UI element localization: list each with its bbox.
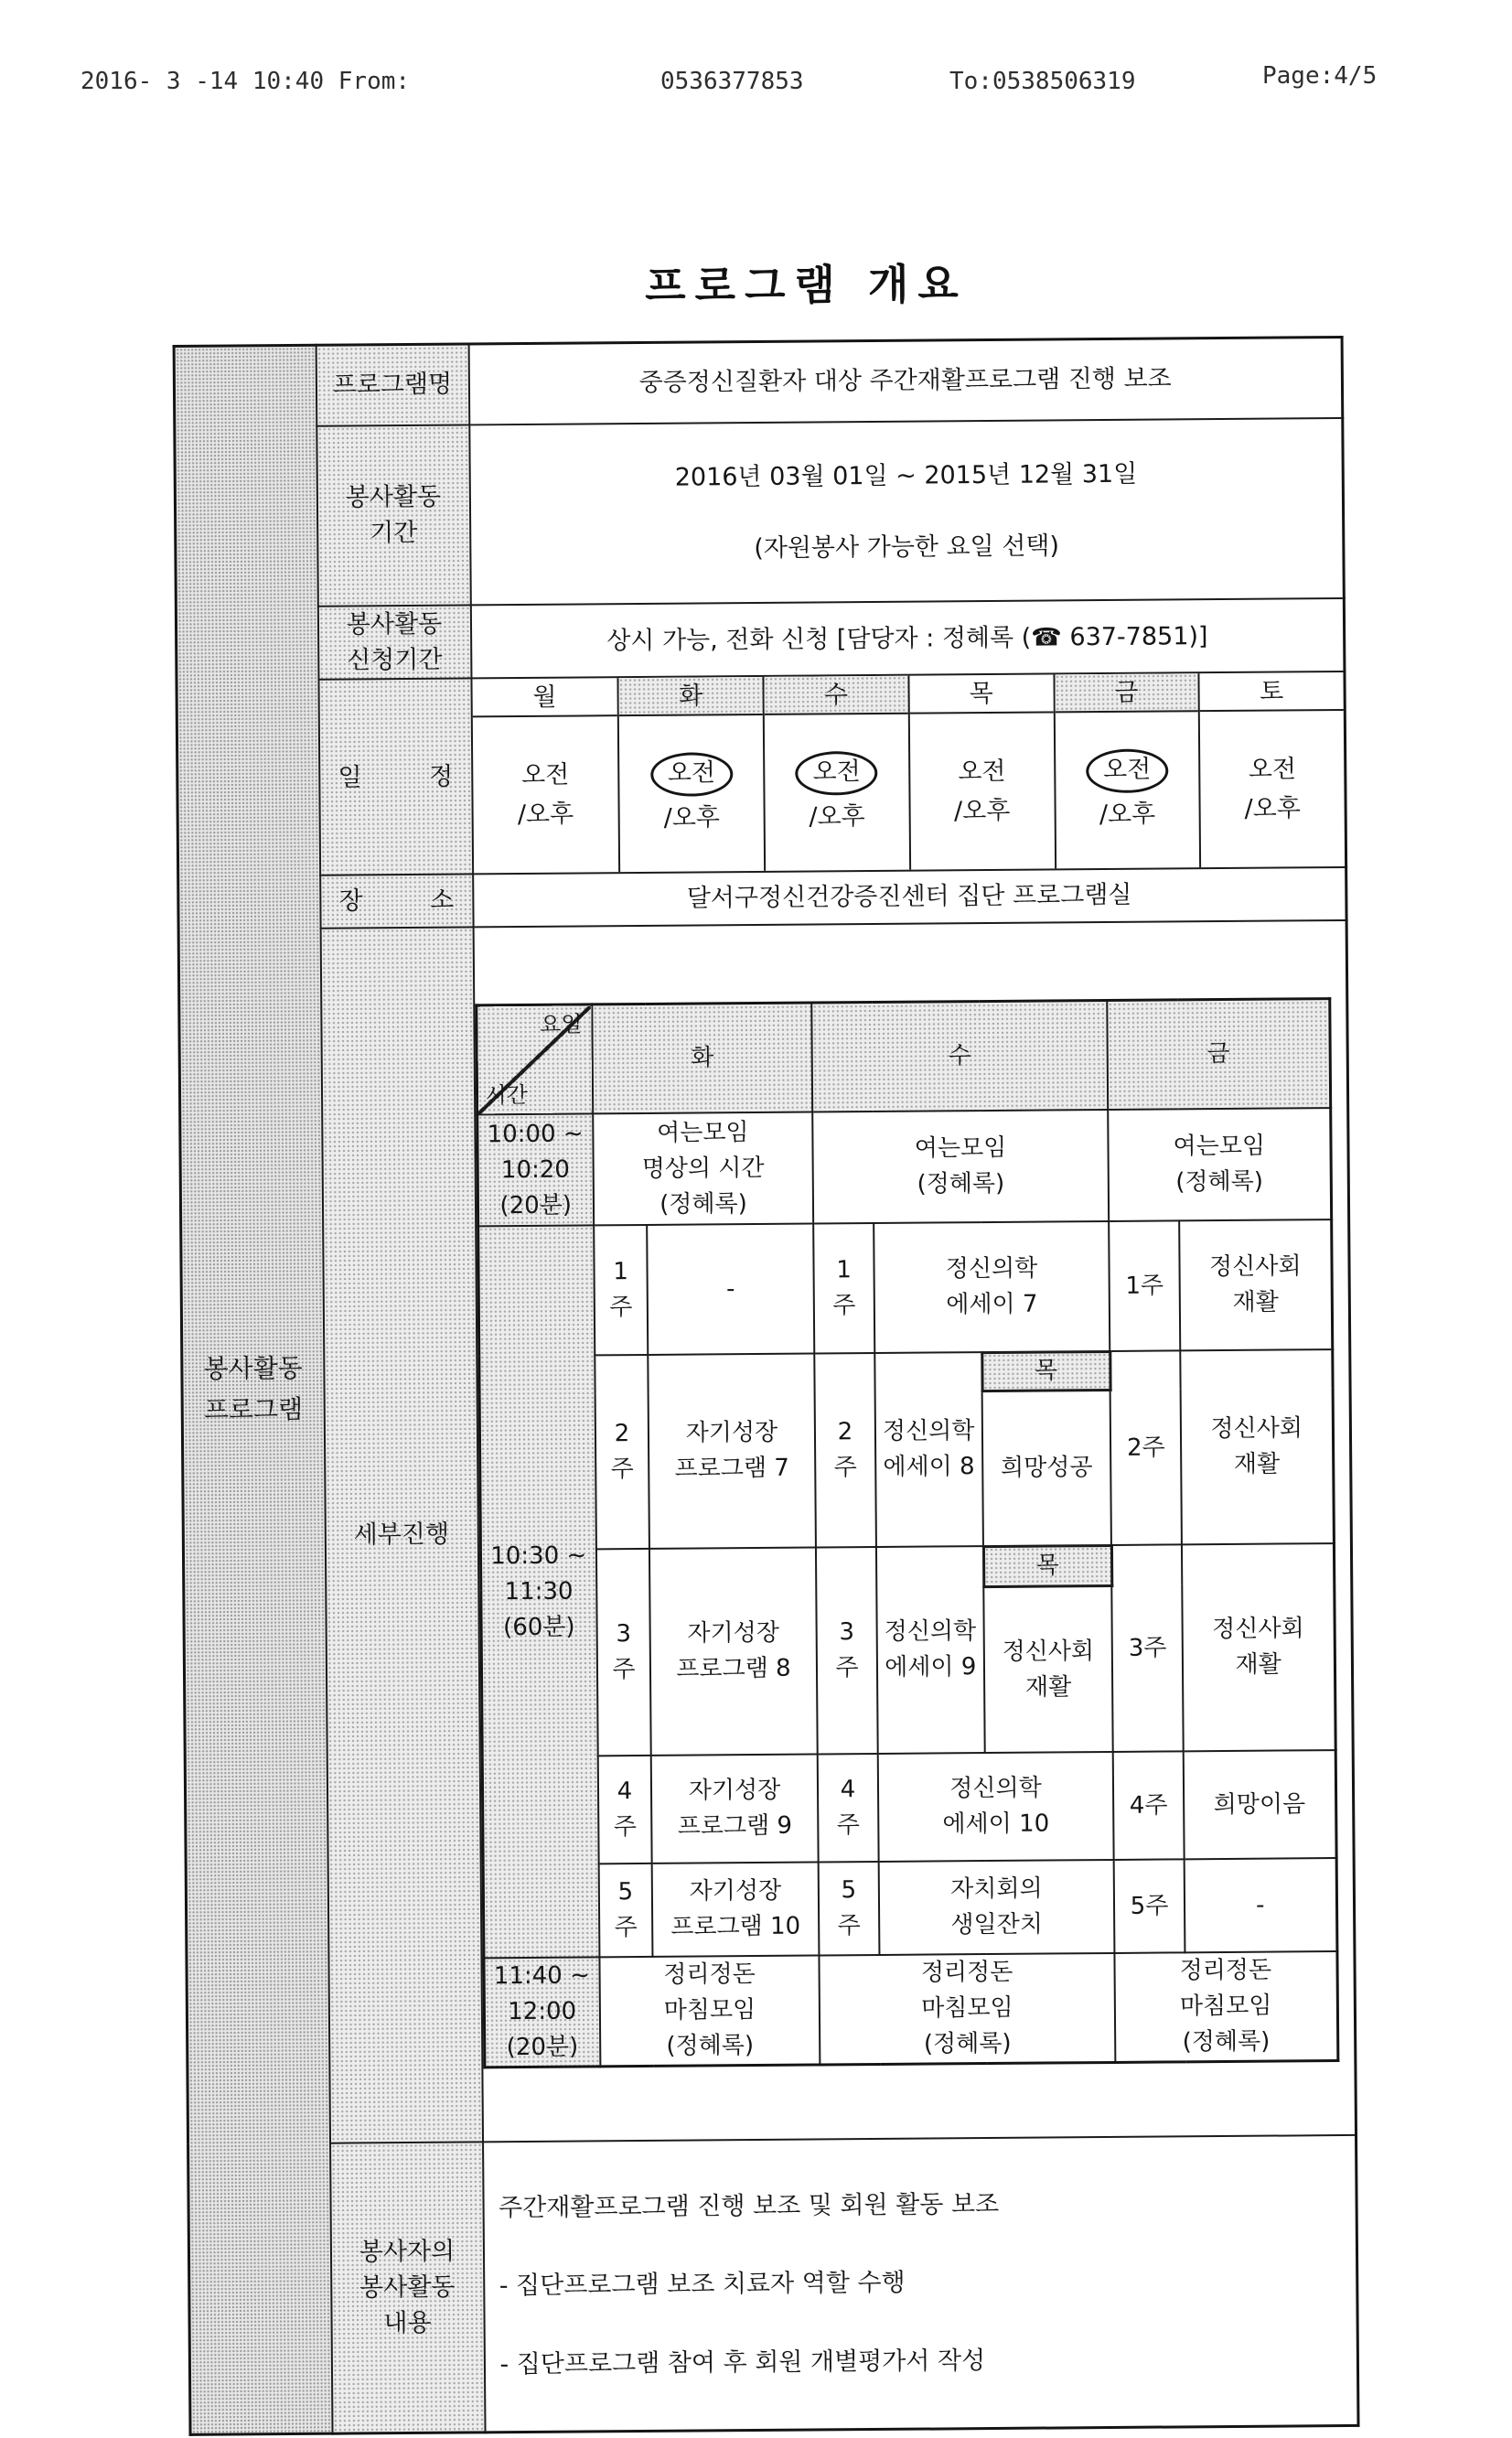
- detail-host-cell: [473, 920, 1356, 2142]
- main-time-cell: 10:30 ~ 11:30 (60분): [477, 1226, 599, 1959]
- daycol-fri: [1053, 674, 1199, 869]
- week2-thu-cell: 희망성공: [982, 1390, 1111, 1546]
- week4-row: [482, 1750, 1336, 1864]
- week5-row: [483, 1858, 1337, 1958]
- pm-label: /오후: [953, 797, 1011, 826]
- closing-time-cell: 11:40 ~ 12:00 (20분): [483, 1958, 600, 2067]
- label-volunteer-content: 봉사자의 봉사활동 내용: [330, 2142, 485, 2434]
- week2-fri-num: 2주: [1110, 1351, 1182, 1546]
- label-schedule: 일 정: [318, 679, 473, 875]
- opening-fri-cell: 여는모임 (정혜록): [1108, 1108, 1331, 1221]
- row-program-name: [174, 337, 1343, 426]
- label-period: 봉사활동 기간: [316, 424, 471, 607]
- week2-tue-cell: 자기성장 프로그램 7: [648, 1354, 816, 1549]
- week1-wed-num: 1 주: [813, 1223, 874, 1354]
- fax-page-indicator: Page:4/5: [1262, 62, 1378, 90]
- program-overview-table: [173, 336, 1360, 2436]
- row-detail: [178, 920, 1356, 2144]
- pm-label: /오후: [517, 800, 574, 830]
- fax-to-number: To:0538506319: [949, 68, 1136, 95]
- left-category-label: 봉사활동 프로그램: [203, 1353, 304, 1425]
- day-header-sat: 토: [1200, 672, 1344, 712]
- day-body-mon: [472, 717, 618, 874]
- week5-wed-num: 5 주: [819, 1862, 880, 1956]
- row-volunteer-content: [188, 2135, 1358, 2435]
- week5-wed-cell: 자치회의 생일잔치: [879, 1860, 1115, 1955]
- volunteer-line: 주간재활프로그램 진행 보조 및 회원 활동 보조: [498, 2189, 1000, 2223]
- value-application: 상시 가능, 전화 신청 [담당자 : 정혜록 (☎ 637-7851)]: [470, 598, 1345, 679]
- week2-thu-header: 목: [981, 1351, 1110, 1391]
- opening-time-cell: 10:00 ~ 10:20 (20분): [477, 1114, 594, 1227]
- pm-label: /오후: [809, 801, 865, 832]
- detail-header-wed: 수: [811, 1001, 1108, 1112]
- week1-fri-num: 1주: [1109, 1221, 1180, 1352]
- page-title: 프로그램 개요: [644, 259, 968, 311]
- corner-day-label: 요일: [539, 1011, 583, 1038]
- week2-fri-cell: 정신사회 재활: [1180, 1349, 1334, 1544]
- left-category-cell: [174, 345, 332, 2435]
- fax-datetime: 2016- 3 -14 10:40 From:: [80, 68, 411, 95]
- volunteer-line: - 집단프로그램 보조 치료자 역할 수행: [499, 2269, 906, 2301]
- period-line-1: 2016년 03월 01일 ~ 2015년 12월 31일: [674, 459, 1138, 492]
- week4-tue-num: 4 주: [598, 1756, 652, 1863]
- label-detail: 세부진행: [320, 927, 482, 2143]
- week3-fri-cell: 정신사회 재활: [1182, 1543, 1335, 1751]
- label-place: 장 소: [320, 874, 473, 928]
- week2-wed-cell: 정신의학 에세이 8: [874, 1352, 983, 1547]
- detail-header-row: [476, 999, 1330, 1115]
- value-program-name: 중증정신질환자 대상 주간재활프로그램 진행 보조: [468, 337, 1343, 424]
- pm-label: /오후: [1244, 794, 1301, 824]
- week4-fri-cell: 희망이음: [1184, 1750, 1336, 1859]
- value-place: 달서구정신건강증진센터 집단 프로그램실: [473, 867, 1346, 927]
- week5-fri-cell: -: [1185, 1858, 1337, 1952]
- day-body-wed: [765, 714, 909, 871]
- week2-row-top: [478, 1349, 1332, 1394]
- volunteer-line: - 집단프로그램 참여 후 회원 개별평가서 작성: [499, 2346, 986, 2379]
- day-schedule-grid: [472, 672, 1345, 873]
- week3-row-top: [480, 1543, 1334, 1590]
- opening-wed-cell: 여는모임 (정혜록): [812, 1110, 1109, 1224]
- day-header-fri: 금: [1055, 674, 1198, 714]
- am-selected-circle: 오전: [1086, 748, 1169, 793]
- am-label: 오전: [520, 760, 570, 790]
- closing-wed-cell: 정리정돈 마침모임 (정혜록): [819, 1953, 1115, 2065]
- pm-label: /오후: [1099, 800, 1156, 829]
- daycol-thu: [907, 675, 1054, 870]
- week3-fri-num: 3주: [1111, 1545, 1184, 1753]
- corner-day-time-cell: [476, 1004, 593, 1114]
- opening-session-row: [477, 1108, 1331, 1226]
- row-place: [178, 867, 1346, 929]
- detail-header-tue: 화: [592, 1003, 812, 1113]
- schedule-days-cell: [471, 671, 1346, 874]
- week4-fri-num: 4주: [1113, 1752, 1185, 1861]
- week4-wed-cell: 정신의학 에세이 10: [878, 1752, 1114, 1862]
- week4-tue-cell: 자기성장 프로그램 9: [651, 1755, 819, 1863]
- week3-tue-cell: 자기성장 프로그램 8: [649, 1548, 818, 1756]
- week1-fri-cell: 정신사회 재활: [1179, 1219, 1332, 1350]
- week1-tue-cell: -: [647, 1224, 814, 1355]
- week3-thu-cell: 정신사회 재활: [983, 1585, 1112, 1753]
- value-period: [469, 417, 1345, 605]
- detail-schedule-table: [475, 997, 1339, 2068]
- week3-tue-num: 3 주: [596, 1549, 651, 1756]
- row-period: [175, 417, 1345, 607]
- period-line-2: (자원봉사 가능한 요일 선택): [754, 532, 1060, 563]
- day-body-fri: [1055, 713, 1199, 869]
- week4-wed-num: 4 주: [818, 1754, 879, 1863]
- week1-wed-cell: 정신의학 에세이 7: [874, 1221, 1110, 1353]
- am-selected-circle: 오전: [795, 751, 878, 796]
- detail-header-fri: 금: [1107, 999, 1330, 1110]
- fax-from-number: 0536377853: [660, 68, 804, 95]
- label-program-name: 프로그램명: [316, 344, 469, 425]
- week3-thu-header: 목: [983, 1545, 1111, 1586]
- closing-tue-cell: 정리정돈 마침모임 (정혜록): [599, 1956, 820, 2067]
- week2-tue-num: 2 주: [595, 1355, 649, 1549]
- am-label: 오전: [958, 757, 1006, 787]
- week1-row: [477, 1219, 1332, 1356]
- day-body-tue: [619, 715, 764, 872]
- daycol-tue: [617, 677, 764, 872]
- am-selected-circle: 오전: [650, 752, 734, 797]
- day-header-thu: 목: [909, 675, 1053, 714]
- week5-fri-num: 5주: [1114, 1860, 1185, 1954]
- pm-label: /오후: [663, 803, 721, 832]
- week2-wed-num: 2 주: [814, 1353, 876, 1548]
- week5-tue-num: 5 주: [599, 1863, 653, 1957]
- opening-tue-cell: 여는모임 명상의 시간 (정혜록): [593, 1112, 813, 1226]
- week3-wed-cell: 정신의학 에세이 9: [876, 1546, 985, 1754]
- value-volunteer-content: [483, 2135, 1358, 2433]
- row-schedule: [177, 671, 1346, 876]
- day-body-sat: [1200, 711, 1345, 867]
- week3-wed-num: 3 주: [816, 1547, 878, 1755]
- day-header-wed: 수: [764, 676, 907, 715]
- daycol-mon: [472, 679, 618, 874]
- daycol-sat: [1198, 672, 1345, 867]
- day-header-mon: 월: [472, 679, 617, 718]
- day-body-thu: [910, 714, 1055, 870]
- day-header-tue: 화: [619, 677, 763, 716]
- week5-tue-cell: 자기성장 프로그램 10: [652, 1863, 820, 1957]
- closing-fri-cell: 정리정돈 마침모임 (정혜록): [1114, 1951, 1337, 2062]
- corner-time-label: 시간: [485, 1082, 529, 1109]
- daycol-wed: [762, 676, 908, 871]
- closing-session-row: [483, 1951, 1337, 2067]
- week1-tue-num: 1 주: [594, 1225, 648, 1355]
- am-label: 오전: [1248, 755, 1297, 784]
- label-application: 봉사활동 신청기간: [317, 606, 471, 681]
